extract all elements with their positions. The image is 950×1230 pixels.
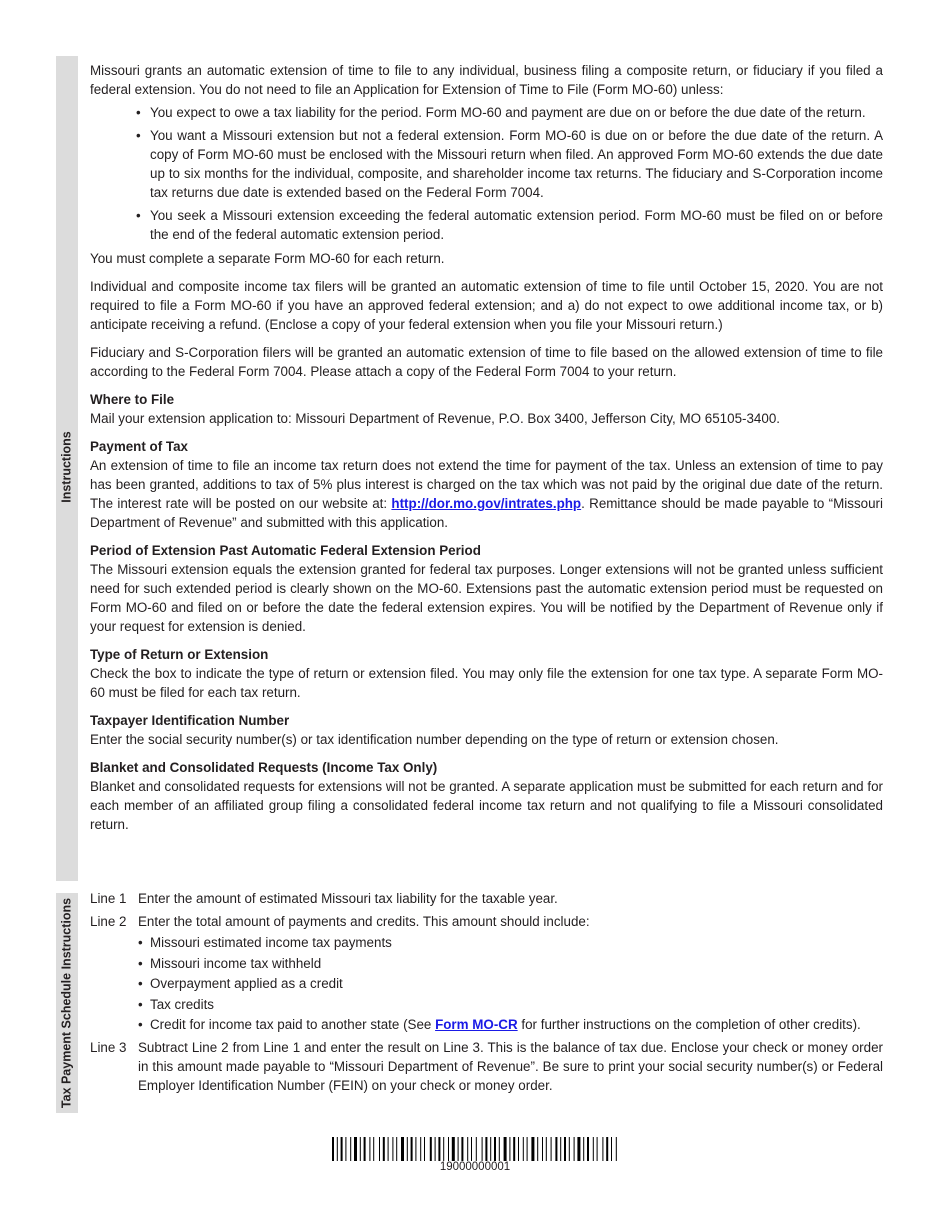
taxpayer-id-heading: Taxpayer Identification Number bbox=[90, 713, 290, 728]
fiduciary-filers-paragraph: Fiduciary and S-Corporation filers will be granted an automatic extension of time to file based on the allowed extension of time to file according to the Federal Form 7004. Please attach a copy of the Federal Form 7004 to your return. bbox=[90, 345, 883, 379]
blanket-requests-text: Blanket and consolidated requests for extensions will not be granted. A separate application must be submitted for each return and for each member of an affiliated group filing a consolidated federal income tax return and not qualifying to file a Missouri consolidated return. bbox=[90, 779, 883, 832]
list-item: • Missouri income tax withheld bbox=[138, 954, 883, 973]
where-to-file-text: Mail your extension application to: Missouri Department of Revenue, P.O. Box 3400, Jefferson City, MO 65105-3400. bbox=[90, 411, 780, 426]
form-mo-cr-link[interactable]: Form MO-CR bbox=[435, 1017, 518, 1032]
type-of-return-section bbox=[90, 645, 883, 702]
tax-payment-schedule-lines bbox=[90, 889, 883, 1099]
period-extension-text: The Missouri extension equals the extension granted for federal tax purposes. Longer extensions will not be granted unless sufficient need for such extended period is clearly shown on the MO-60. Extensions past the automatic extension period must be requested on Form MO-60 and filed on or before the date the federal extension expires. You will be notified by the Department of Revenue only if your request for extension is denied. bbox=[90, 562, 883, 634]
sidebar-instructions-label: Instructions bbox=[59, 431, 74, 503]
line-2-items bbox=[90, 933, 883, 1034]
line-2-row bbox=[90, 912, 883, 931]
payment-of-tax-text: An extension of time to file an income tax return does not extend the time for payment of the tax. Unless an extension of time to pay has been granted, additions to tax of 5% plus interest is charged on the tax which was not paid by the original due date of the return. The interest rate will be posted on our website at: http://dor.mo.gov/intrates.php. Remittance should be made payable to “Missouri Department of Revenue” and submitted with this application. bbox=[90, 458, 883, 530]
blanket-requests-section bbox=[90, 758, 883, 834]
type-of-return-heading: Type of Return or Extension bbox=[90, 647, 269, 662]
line-3-row bbox=[90, 1038, 883, 1095]
where-to-file-heading: Where to File bbox=[90, 392, 175, 407]
blanket-requests-heading: Blanket and Consolidated Requests (Income Tax Only) bbox=[90, 760, 438, 775]
line-3-label: Line 3 bbox=[90, 1040, 127, 1055]
interest-rate-link[interactable]: http://dor.mo.gov/intrates.php bbox=[391, 496, 582, 511]
intro-paragraph: Missouri grants an automatic extension of time to file to any individual, business filing a composite return, or fiduciary if you filed a federal extension. You do not need to file an Application for Extension of Time to File (Form MO-60) unless: bbox=[90, 63, 883, 97]
line-1-text: Enter the amount of estimated Missouri tax liability for the taxable year. bbox=[138, 891, 558, 906]
payment-of-tax-heading: Payment of Tax bbox=[90, 439, 188, 454]
sidebar-schedule-label: Tax Payment Schedule Instructions bbox=[59, 897, 74, 1109]
period-extension-heading: Period of Extension Past Automatic Federal Extension Period bbox=[90, 543, 481, 558]
list-item: • Tax credits bbox=[138, 995, 883, 1014]
where-to-file-section bbox=[90, 390, 883, 428]
payment-of-tax-section bbox=[90, 437, 883, 532]
line-2-text: Enter the total amount of payments and credits. This amount should include: bbox=[138, 914, 590, 929]
taxpayer-id-text: Enter the social security number(s) or tax identification number depending on the type of return or extension chosen. bbox=[90, 732, 779, 747]
intro-bullet: • You seek a Missouri extension exceeding the federal automatic extension period. Form MO-60 must be filed on or before the end of the federal automatic extension period. bbox=[136, 206, 883, 244]
separate-form-paragraph: You must complete a separate Form MO-60 for each return. bbox=[90, 251, 445, 266]
line-3-text: Subtract Line 2 from Line 1 and enter the result on Line 3. This is the balance of tax due. Enclose your check or money order in this amount made payable to “Missouri Department of Revenue”. Be sure to print your social security number(s) or Federal Employer Identification Number (FEIN) on your check or money order. bbox=[138, 1040, 883, 1093]
intro-bullet: • You want a Missouri extension but not a federal extension. Form MO-60 is due on or before the due date of the return. A copy of Form MO-60 must be enclosed with the Missouri return when filed. An approved Form MO-60 extends the due date up to six months for the individual, composite, and shareholder income tax returns. The fiduciary and S-Corporation income tax returns due date is extended based on the Federal Form 7004. bbox=[136, 126, 883, 202]
intro-bullet-list bbox=[90, 103, 883, 244]
type-of-return-text: Check the box to indicate the type of return or extension filed. You may only file the extension for one tax type. A separate Form MO-60 must be filed for each tax return. bbox=[90, 666, 883, 700]
line-2-label: Line 2 bbox=[90, 914, 127, 929]
individual-filers-paragraph: Individual and composite income tax filers will be granted an automatic extension of time to file until October 15, 2020. You are not required to file a Form MO-60 if you have an approved federal extension; and a) do not expect to owe additional income tax, or b) anticipate receiving a refund. (Enclose a copy of your federal extension when you file your Missouri return.) bbox=[90, 279, 883, 332]
list-item: • Overpayment applied as a credit bbox=[138, 974, 883, 993]
list-item: • Missouri estimated income tax payments bbox=[138, 933, 883, 952]
taxpayer-id-section bbox=[90, 711, 883, 749]
barcode bbox=[332, 1137, 618, 1161]
period-extension-section bbox=[90, 541, 883, 636]
intro-bullet: • You expect to owe a tax liability for the period. Form MO-60 and payment are due on or before the due date of the return. bbox=[136, 103, 883, 122]
instructions-body bbox=[90, 61, 883, 834]
list-item: • Credit for income tax paid to another state (See Form MO-CR for further instructions on the completion of other credits). bbox=[138, 1015, 883, 1034]
barcode-number: 19000000001 bbox=[439, 1161, 511, 1173]
line-1-row bbox=[90, 889, 883, 908]
line-1-label: Line 1 bbox=[90, 891, 127, 906]
